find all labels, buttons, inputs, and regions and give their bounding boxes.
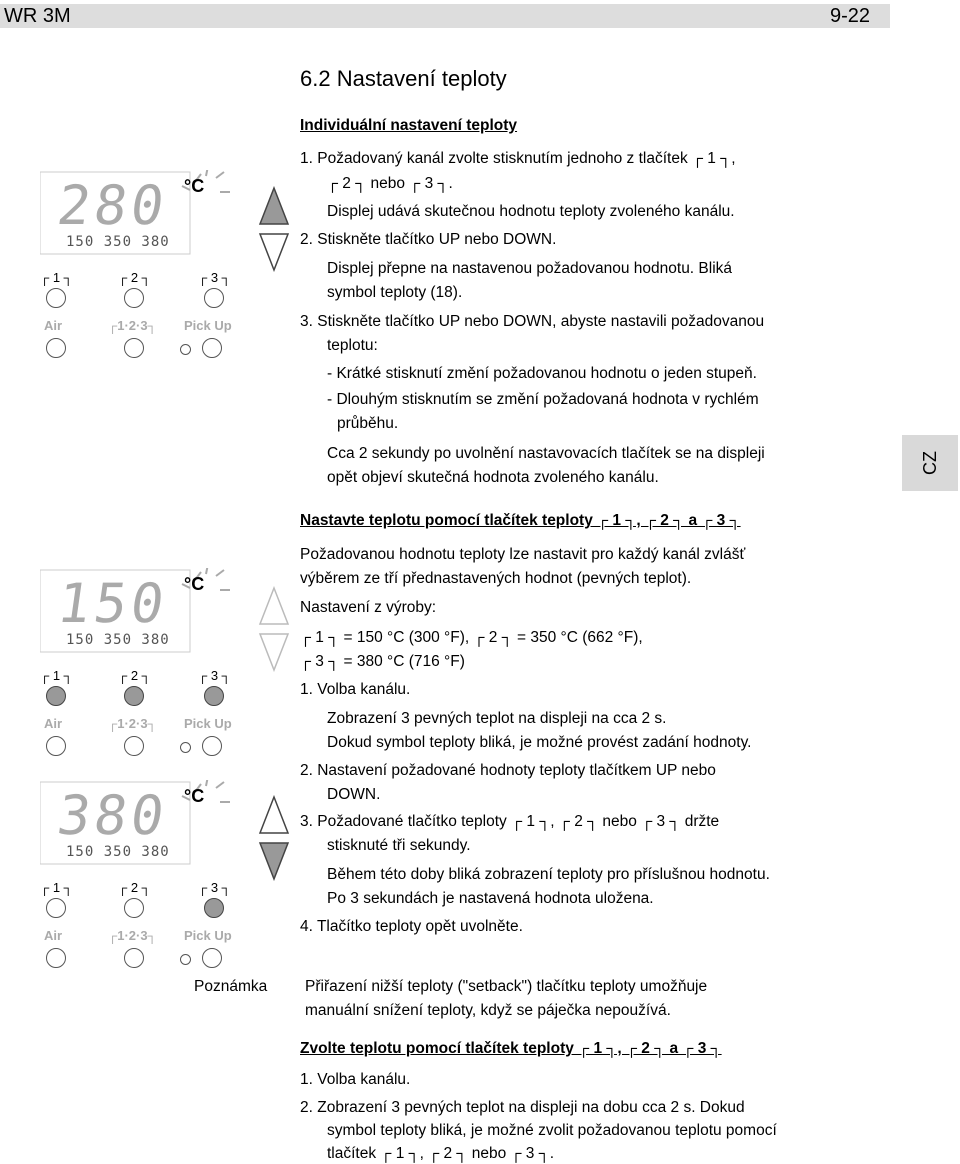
- manual-title: WR 3M: [4, 5, 71, 27]
- note-line: manuální snížení teploty, když se páječka nepoužívá.: [305, 1002, 671, 1019]
- pickup-button[interactable]: [202, 338, 222, 358]
- text-line: 1. Požadovaný kanál zvolte stisknutím jednoho z tlačítek ┌ 1 ┐,: [300, 150, 736, 167]
- text-line: Po 3 sekundách je nastavená hodnota uložena.: [327, 890, 654, 907]
- text-line: 4. Tlačítko teploty opět uvolněte.: [300, 918, 523, 935]
- channel-label: ┌1·2·3┐: [108, 318, 157, 333]
- button-label-3: ┌ 3 ┐: [198, 668, 231, 683]
- pickup-label: Pick Up: [184, 716, 232, 731]
- pickup-label: Pick Up: [184, 928, 232, 943]
- block1-heading: Individuální nastavení teploty: [300, 117, 518, 134]
- down-arrow-icon: [260, 634, 288, 670]
- text-line: ┌ 1 ┐ = 150 °C (300 °F), ┌ 2 ┐ = 350 °C (662 °F),: [300, 629, 643, 646]
- language-tab: [902, 435, 958, 491]
- text-line: 2. Nastavení požadované hodnoty teploty tlačítkem UP nebo: [300, 762, 716, 779]
- pickup-button[interactable]: [202, 736, 222, 756]
- block2-heading: Nastavte teplotu pomocí tlačítek teploty ┌ 1 ┐, ┌ 2 ┐ a ┌ 3 ┐: [300, 512, 741, 529]
- big-readout: 380: [53, 784, 172, 847]
- air-label: Air: [44, 928, 63, 943]
- channel-label: ┌1·2·3┐: [108, 928, 157, 943]
- pickup-led: [180, 344, 191, 355]
- text-line: Během této doby bliká zobrazení teploty pro příslušnou hodnotu.: [327, 866, 770, 883]
- pickup-led: [180, 954, 191, 965]
- section-title: 6.2 Nastavení teploty: [300, 66, 507, 91]
- small-readout: 150 350 380: [66, 844, 170, 860]
- celsius-unit: °C: [184, 786, 205, 806]
- page-number: 9-22: [829, 5, 870, 27]
- temp-button-1[interactable]: [46, 288, 66, 308]
- text-line: teplotu:: [327, 337, 378, 354]
- air-button[interactable]: [46, 948, 66, 968]
- button-label-2: ┌ 2 ┐: [118, 668, 151, 683]
- temp-button-2[interactable]: [124, 898, 144, 918]
- text-line: symbol teploty bliká, je možné zvolit požadovanou teplotu pomocí: [327, 1122, 777, 1139]
- air-button[interactable]: [46, 338, 66, 358]
- temp-button-2[interactable]: [124, 288, 144, 308]
- text-line: 2. Zobrazení 3 pevných teplot na displeji na dobu cca 2 s. Dokud: [300, 1099, 745, 1116]
- down-arrow-icon: [260, 843, 288, 879]
- text-line: opět objeví skutečná hodnota zvoleného kanálu.: [327, 469, 659, 486]
- text-line: Požadovanou hodnotu teploty lze nastavit pro každý kanál zvlášť: [300, 546, 746, 563]
- temp-button-1[interactable]: [46, 898, 66, 918]
- button-label-1: ┌ 1 ┐: [40, 668, 73, 683]
- text-line: 1. Volba kanálu.: [300, 681, 411, 698]
- button-label-1: ┌ 1 ┐: [40, 880, 73, 895]
- small-readout: 150 350 380: [66, 234, 170, 250]
- channel-button[interactable]: [124, 736, 144, 756]
- down-arrow-icon: [260, 234, 288, 270]
- text-line: ┌ 3 ┐ = 380 °C (716 °F): [300, 653, 465, 670]
- station-panel-3: [36, 778, 242, 978]
- language-tab-label: CZ: [920, 451, 940, 475]
- station-panel-2: [36, 566, 242, 766]
- note-label: Poznámka: [194, 978, 268, 995]
- block3-heading: Zvolte teplotu pomocí tlačítek teploty ┌ 1 ┐, ┌ 2 ┐ a ┌ 3 ┐: [300, 1040, 722, 1057]
- text-line: Displej udává skutečnou hodnotu teploty zvoleného kanálu.: [327, 203, 735, 220]
- text-line: Nastavení z výroby:: [300, 599, 437, 616]
- note-line: Přiřazení nižší teploty ("setback") tlačítku teploty umožňuje: [305, 978, 708, 995]
- text-line: Displej přepne na nastavenou požadovanou hodnotu. Bliká: [327, 260, 733, 277]
- small-readout: 150 350 380: [66, 632, 170, 648]
- up-down-arrows-3: [258, 795, 290, 881]
- text-line: stisknuté tři sekundy.: [327, 837, 471, 854]
- pickup-label: Pick Up: [184, 318, 232, 333]
- button-label-3: ┌ 3 ┐: [198, 880, 231, 895]
- text-line: DOWN.: [327, 786, 381, 803]
- text-line: 3. Stiskněte tlačítko UP nebo DOWN, abyste nastavili požadovanou: [300, 313, 765, 330]
- temp-button-3[interactable]: [204, 898, 224, 918]
- celsius-unit: °C: [184, 574, 205, 594]
- temp-button-3[interactable]: [204, 686, 224, 706]
- pickup-button[interactable]: [202, 948, 222, 968]
- button-label-2: ┌ 2 ┐: [118, 880, 151, 895]
- air-button[interactable]: [46, 736, 66, 756]
- text-line: 3. Požadované tlačítko teploty ┌ 1 ┐, ┌ 2 ┐ nebo ┌ 3 ┐ držte: [300, 813, 720, 830]
- page-header: [0, 4, 890, 28]
- text-line: symbol teploty (18).: [327, 284, 463, 301]
- button-label-3: ┌ 3 ┐: [198, 270, 231, 285]
- pickup-led: [180, 742, 191, 753]
- air-label: Air: [44, 716, 63, 731]
- up-arrow-icon: [260, 588, 288, 624]
- text-line: tlačítek ┌ 1 ┐, ┌ 2 ┐ nebo ┌ 3 ┐.: [327, 1145, 555, 1162]
- station-panel-1: [36, 168, 242, 368]
- text-line: Cca 2 sekundy po uvolnění nastavovacích tlačítek se na displeji: [327, 445, 765, 462]
- temp-button-2[interactable]: [124, 686, 144, 706]
- text-line: ┌ 2 ┐ nebo ┌ 3 ┐.: [327, 175, 453, 192]
- text-line: - Krátké stisknutí změní požadovanou hodnotu o jeden stupeň.: [327, 365, 757, 382]
- text-line: - Dlouhým stisknutím se změní požadovaná hodnota v rychlém: [327, 391, 759, 408]
- up-down-arrows-2: [258, 586, 290, 672]
- up-arrow-icon: [260, 188, 288, 224]
- temp-button-3[interactable]: [204, 288, 224, 308]
- text-line: 1. Volba kanálu.: [300, 1071, 411, 1088]
- up-arrow-icon: [260, 797, 288, 833]
- celsius-unit: °C: [184, 176, 205, 196]
- channel-button[interactable]: [124, 338, 144, 358]
- text-line: výběrem ze tří přednastavených hodnot (pevných teplot).: [300, 570, 692, 587]
- temp-button-1[interactable]: [46, 686, 66, 706]
- text-line: průběhu.: [337, 415, 399, 432]
- text-line: 2. Stiskněte tlačítko UP nebo DOWN.: [300, 231, 557, 248]
- air-label: Air: [44, 318, 63, 333]
- text-line: Dokud symbol teploty bliká, je možné provést zadání hodnoty.: [327, 734, 752, 751]
- text-line: Zobrazení 3 pevných teplot na displeji na cca 2 s.: [327, 710, 667, 727]
- big-readout: 280: [53, 174, 172, 237]
- channel-button[interactable]: [124, 948, 144, 968]
- big-readout: 150: [53, 572, 172, 635]
- up-down-arrows-1: [258, 186, 290, 272]
- channel-label: ┌1·2·3┐: [108, 716, 157, 731]
- button-label-1: ┌ 1 ┐: [40, 270, 73, 285]
- button-label-2: ┌ 2 ┐: [118, 270, 151, 285]
